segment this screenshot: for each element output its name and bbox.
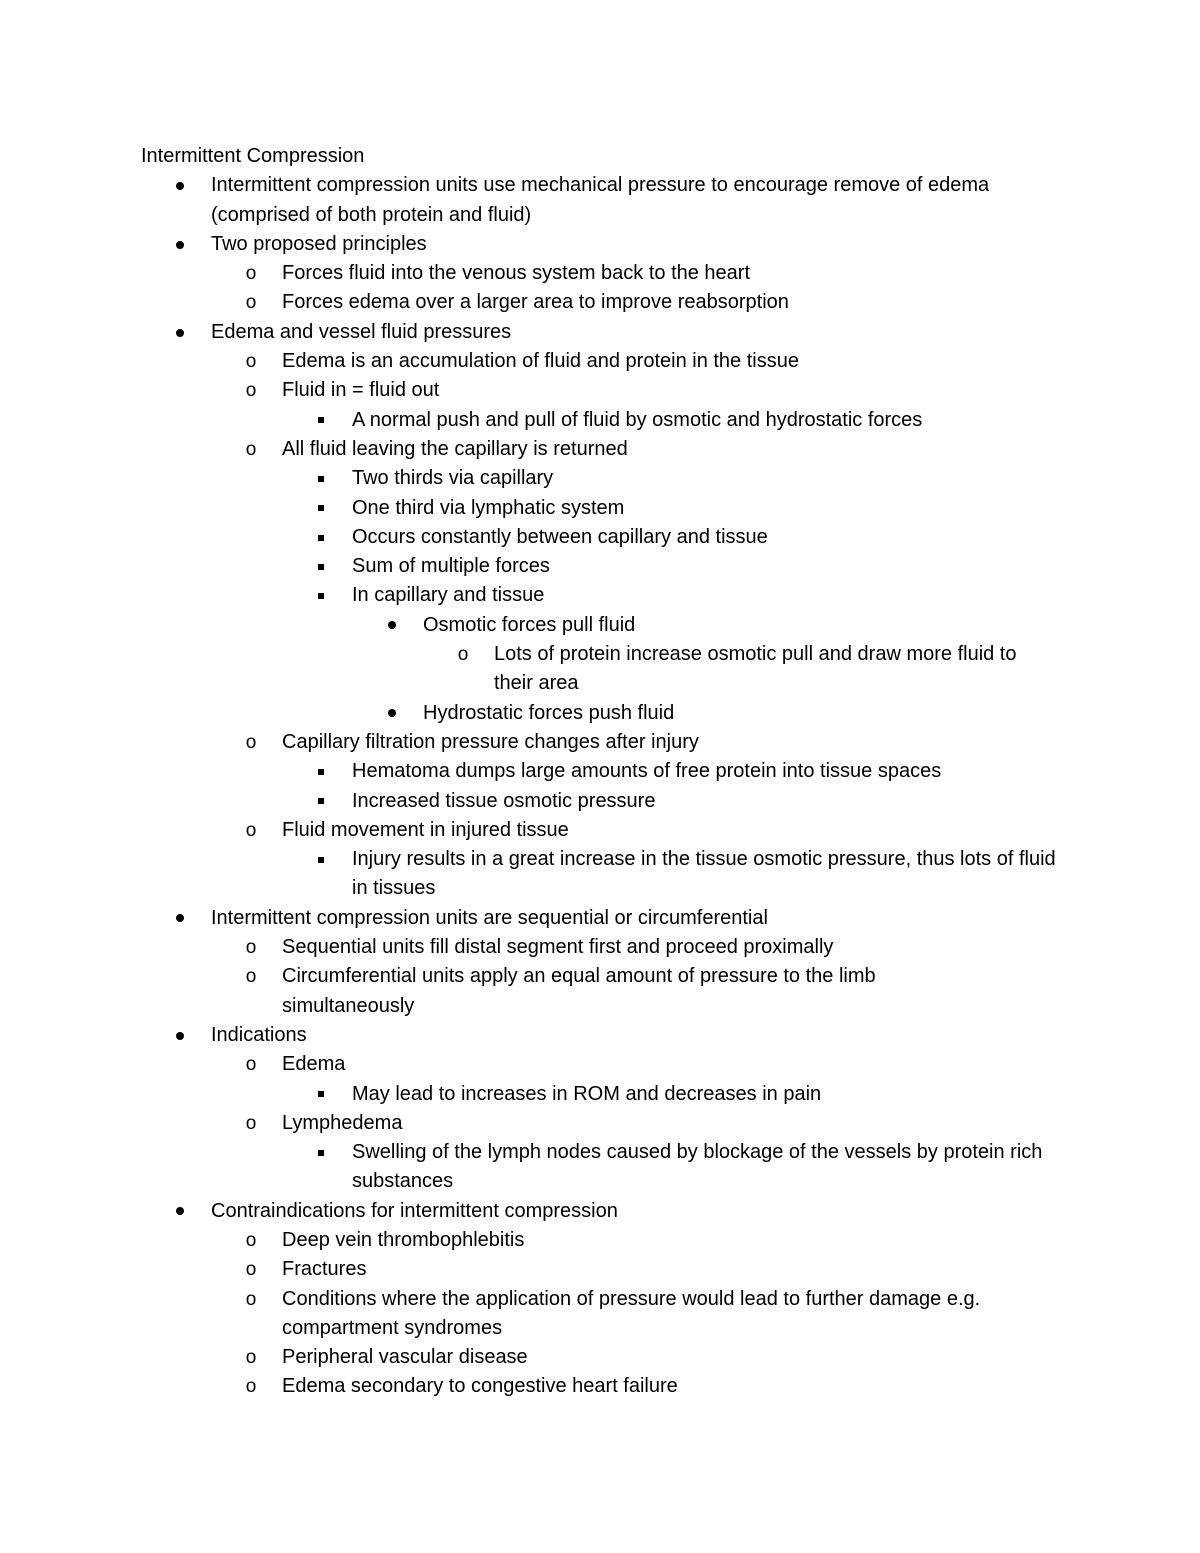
list-item — [141, 1372, 1061, 1401]
list-item — [141, 464, 1061, 493]
bullet-dot-icon — [170, 1021, 190, 1050]
bullet-circle-icon: o — [245, 1112, 257, 1134]
list-item-text: Forces fluid into the venous system back to the heart — [282, 262, 751, 285]
list-item-text: Forces edema over a larger area to improve reabsorption — [282, 291, 789, 314]
list-item-text: Capillary filtration pressure changes after injury — [282, 730, 699, 753]
list-item-text: Hematoma dumps large amounts of free protein into tissue spaces — [352, 760, 942, 783]
list-item — [141, 611, 1061, 640]
list-item-text: Fractures — [282, 1258, 367, 1281]
list-item — [141, 494, 1061, 523]
list-item-text: Deep vein thrombophlebitis — [282, 1228, 525, 1251]
list-item — [141, 728, 1061, 757]
list-item-text: Peripheral vascular disease — [282, 1346, 528, 1369]
list-item — [141, 552, 1061, 581]
bullet-square-icon — [311, 787, 331, 816]
list-item-text: Edema is an accumulation of fluid and protein in the tissue — [282, 350, 799, 373]
list-item — [141, 933, 1061, 962]
list-item-text: Sum of multiple forces — [352, 555, 550, 578]
list-item — [141, 640, 1054, 699]
list-item-text: Hydrostatic forces push fluid — [423, 701, 675, 724]
bullet-circle-icon: o — [245, 1054, 257, 1076]
list-item-text: All fluid leaving the capillary is returned — [282, 437, 628, 460]
list-item-text: Lymphedema — [282, 1111, 403, 1134]
list-item — [141, 816, 1061, 845]
bullet-circle-icon: o — [245, 966, 257, 988]
list-item-text: Edema — [282, 1053, 346, 1076]
list-item-text: Contraindications for intermittent compression — [211, 1199, 618, 1222]
bullet-circle-icon: o — [457, 644, 469, 666]
list-item — [141, 406, 1061, 435]
list-item — [141, 845, 1072, 904]
bullet-square-icon — [311, 464, 331, 493]
list-item-text: Conditions where the application of pressure would lead to further damage e.g. compartment syndromes — [282, 1287, 981, 1339]
list-item-text: Edema and vessel fluid pressures — [211, 320, 512, 343]
bullet-circle-icon: o — [245, 1347, 257, 1369]
list-item-text: In capillary and tissue — [352, 584, 545, 607]
bullet-circle-icon: o — [245, 731, 257, 753]
bullet-dot-icon — [170, 318, 190, 347]
bullet-square-icon — [311, 552, 331, 581]
list-item — [141, 757, 1061, 786]
list-item-text: Indications — [211, 1023, 307, 1046]
bullet-dot-icon — [170, 230, 190, 259]
list-item-text: Edema secondary to congestive heart failure — [282, 1375, 678, 1398]
document-title: Intermittent Compression — [141, 145, 365, 167]
list-item — [141, 581, 1061, 610]
list-item — [141, 1343, 1061, 1372]
list-item — [141, 1255, 1061, 1284]
bullet-circle-icon: o — [245, 351, 257, 373]
list-item-text: Increased tissue osmotic pressure — [352, 789, 656, 812]
bullet-square-icon — [311, 845, 331, 874]
list-item — [141, 347, 1061, 376]
bullet-square-icon — [311, 494, 331, 523]
list-item-text: Injury results in a great increase in the tissue osmotic pressure, thus lots of fluid in tissues — [352, 848, 1056, 900]
list-item — [141, 1197, 1061, 1226]
list-item — [141, 787, 1061, 816]
list-item — [141, 1021, 1061, 1050]
bullet-circle-icon: o — [245, 819, 257, 841]
list-item-text: Lots of protein increase osmotic pull and draw more fluid to their area — [494, 643, 1017, 695]
bullet-circle-icon: o — [245, 1376, 257, 1398]
bullet-circle-icon: o — [245, 1229, 257, 1251]
list-item — [141, 376, 1061, 405]
list-item — [141, 962, 942, 1021]
list-item — [141, 435, 1061, 464]
bullet-square-icon — [311, 1138, 331, 1167]
list-item — [141, 699, 1061, 728]
list-item-text: Occurs constantly between capillary and tissue — [352, 525, 768, 548]
bullet-circle-icon: o — [245, 292, 257, 314]
list-item-text: Intermittent compression units are sequential or circumferential — [211, 906, 768, 929]
bullet-dot-icon — [170, 904, 190, 933]
list-item-text: Sequential units fill distal segment first and proceed proximally — [282, 936, 834, 959]
list-item — [141, 230, 1061, 259]
bullet-square-icon — [311, 757, 331, 786]
list-item-text: Intermittent compression units use mechanical pressure to encourage remove of edema (comprised of both protein and fluid) — [211, 174, 990, 226]
list-item — [141, 1050, 1061, 1079]
bullet-dot-icon — [382, 699, 402, 728]
list-item — [141, 1285, 1062, 1344]
list-item-text: Two thirds via capillary — [352, 467, 554, 490]
bullet-dot-icon — [170, 1197, 190, 1226]
list-item — [141, 1226, 1061, 1255]
list-item-text: May lead to increases in ROM and decreases in pain — [352, 1082, 822, 1105]
bullet-circle-icon: o — [245, 263, 257, 285]
bullet-circle-icon: o — [245, 380, 257, 402]
bullet-circle-icon: o — [245, 1288, 257, 1310]
bullet-square-icon — [311, 1080, 331, 1109]
bullet-dot-icon — [382, 611, 402, 640]
bullet-square-icon — [311, 581, 331, 610]
list-item — [141, 523, 1061, 552]
bullet-circle-icon: o — [245, 438, 257, 460]
list-item — [141, 171, 1061, 230]
list-item — [141, 259, 1061, 288]
list-item — [141, 288, 1061, 317]
list-item-text: Two proposed principles — [211, 232, 427, 255]
bullet-square-icon — [311, 406, 331, 435]
list-item-text: Swelling of the lymph nodes caused by blockage of the vessels by protein rich substances — [352, 1141, 1043, 1193]
bullet-circle-icon: o — [245, 1259, 257, 1281]
bullet-circle-icon: o — [245, 937, 257, 959]
list-item-text: Circumferential units apply an equal amount of pressure to the limb simultaneously — [282, 965, 876, 1017]
bullet-square-icon — [311, 523, 331, 552]
list-item-text: One third via lymphatic system — [352, 496, 625, 519]
list-item-text: Osmotic forces pull fluid — [423, 613, 636, 636]
list-item — [141, 904, 1061, 933]
list-item-text: Fluid in = fluid out — [282, 379, 440, 402]
list-item — [141, 1138, 1072, 1197]
list-item — [141, 1080, 1061, 1109]
document-page — [141, 142, 1061, 1402]
list-item — [141, 318, 1061, 347]
list-item-text: Fluid movement in injured tissue — [282, 818, 569, 841]
list-item — [141, 1109, 1061, 1138]
list-item-text: A normal push and pull of fluid by osmotic and hydrostatic forces — [352, 408, 923, 431]
bullet-dot-icon — [170, 171, 190, 200]
